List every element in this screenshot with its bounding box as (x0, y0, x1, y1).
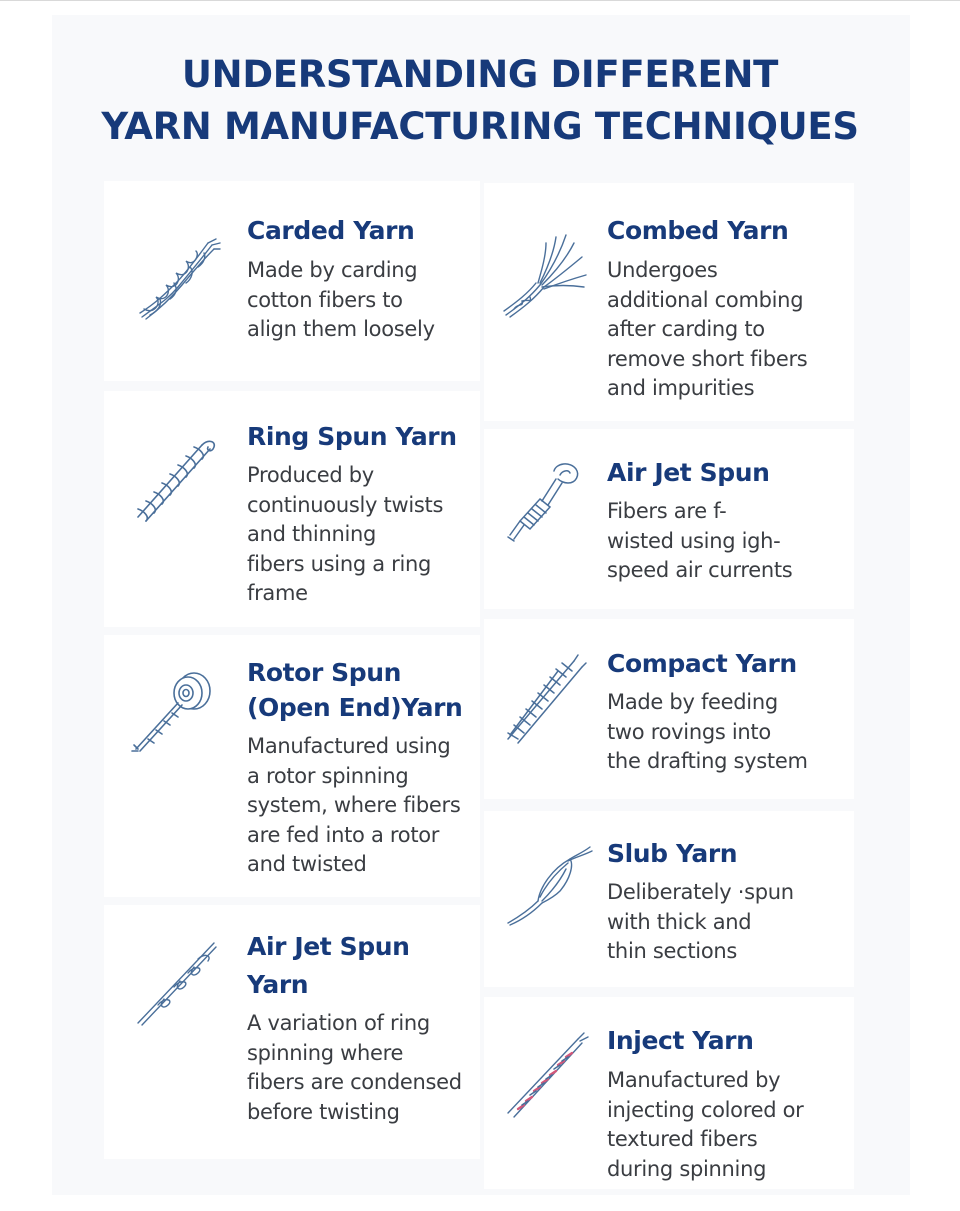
slub-yarn-name: Slub Yarn (607, 839, 738, 868)
desc-line: before twisting (247, 1099, 400, 1124)
ring-spun-yarn-name: Ring Spun Yarn (247, 422, 457, 451)
desc-line: Manufactured by (607, 1068, 781, 1092)
desc-line: with thick and (607, 909, 752, 934)
desc-line: align them loosely (247, 317, 435, 341)
desc-line: after carding to (607, 317, 765, 341)
name-line: Yarn (247, 970, 309, 999)
desc-line: frame (247, 581, 308, 605)
air-jet-spun-desc (607, 497, 792, 586)
air-nozzle-icon (500, 457, 596, 553)
braided-yarn-icon (496, 651, 592, 747)
compact-yarn-name: Compact Yarn (607, 649, 797, 678)
desc-line: continuously twists (247, 492, 444, 517)
desc-line: speed air currents (607, 558, 793, 582)
twisted-yarn-icon (128, 233, 224, 329)
desc-line: remove short fibers (607, 346, 808, 371)
desc-line: the drafting system (607, 749, 808, 773)
desc-line: fibers are condensed (247, 1070, 462, 1094)
air-jet-spun-yarn-desc (247, 1009, 462, 1127)
title-line-2: YARN MANUFACTURING TECHNIQUES (101, 105, 859, 148)
desc-line: A variation of ring (247, 1011, 430, 1035)
desc-line: spinning where (247, 1040, 404, 1065)
rotor-icon (128, 663, 224, 759)
carded-yarn-desc (247, 256, 435, 345)
desc-line: during spinning (607, 1156, 767, 1181)
desc-line: system, where fibers (247, 793, 461, 817)
desc-line: and twisted (247, 852, 367, 876)
air-jet-spun-yarn-name (247, 928, 410, 1004)
rotor-spun-yarn-name (247, 655, 462, 725)
desc-line: cotton fibers to (247, 287, 403, 312)
colored-yarn-icon (500, 1029, 596, 1125)
desc-line: fibers using a ring (247, 551, 432, 576)
desc-line: a rotor spinning (247, 763, 409, 788)
air-jet-spun-name: Air Jet Spun (607, 458, 770, 487)
desc-line: injecting colored or (607, 1097, 804, 1122)
carded-yarn-name: Carded Yarn (247, 216, 415, 245)
frayed-yarn-icon (496, 227, 592, 323)
desc-line: and thinning (247, 522, 377, 546)
ring-spun-yarn-desc (247, 461, 443, 609)
desc-line: Made by feeding (607, 690, 778, 714)
slub-yarn-desc (607, 878, 794, 967)
inject-yarn-desc (607, 1066, 803, 1184)
desc-line: Deliberately ·spun (607, 880, 794, 904)
desc-line: two rovings into (607, 719, 771, 744)
combed-yarn-name: Combed Yarn (607, 216, 789, 245)
desc-line: textured fibers (607, 1127, 758, 1151)
page-title (0, 49, 960, 153)
desc-line: Fibers are f- (607, 499, 727, 523)
combed-yarn-desc (607, 256, 807, 404)
name-line: (Open End)Yarn (247, 693, 463, 722)
twisted-strand-icon (128, 935, 224, 1031)
inject-yarn-name: Inject Yarn (607, 1026, 754, 1055)
desc-line: and impurities (607, 376, 755, 400)
desc-line: additional combing (607, 287, 804, 312)
slub-yarn-icon (500, 839, 596, 935)
name-line: Rotor Spun (247, 658, 402, 687)
desc-line: Manufactured using (247, 734, 451, 758)
title-line-1: UNDERSTANDING DIFFERENT (181, 53, 779, 96)
desc-line: thin sections (607, 939, 738, 963)
desc-line: Made by carding (247, 258, 418, 282)
coiled-yarn-icon (128, 431, 224, 527)
desc-line: wisted using igh- (607, 528, 781, 553)
desc-line: Undergoes (607, 258, 718, 282)
name-line: Air Jet Spun (247, 932, 410, 961)
desc-line: Produced by (247, 463, 374, 487)
rotor-spun-yarn-desc (247, 732, 461, 880)
desc-line: are fed into a rotor (247, 822, 440, 847)
compact-yarn-desc (607, 688, 808, 777)
